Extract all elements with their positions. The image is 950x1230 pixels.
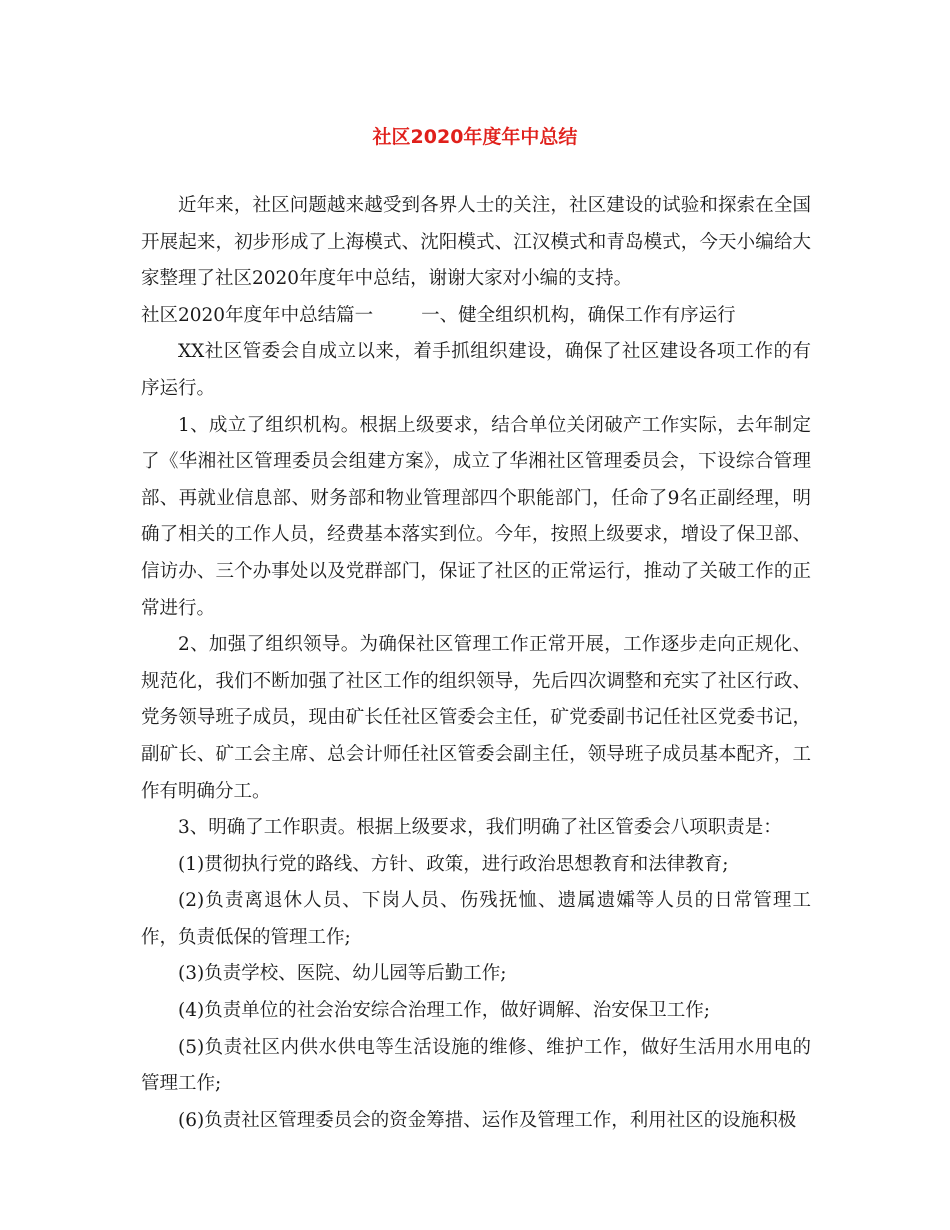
duty-item: (6)负责社区管理委员会的资金筹措、运作及管理工作，利用社区的设施积极 bbox=[178, 1109, 797, 1131]
document-body bbox=[141, 188, 811, 1139]
duty-item: (3)负责学校、医院、幼儿园等后勤工作; bbox=[178, 963, 507, 985]
body-paragraph: 2、加强了组织领导。为确保社区管理工作正常开展，工作逐步走向正规化、规范化，我们不断加强了社区工作的组织领导，先后四次调整和充实了社区行政、党务领导班子成员，现由矿长任社区管委会主任，矿党委副书记任社区党委书记，副矿长、矿工会主席、总会计师任社区管委会副主任，领导班子成员基本配齐，工作有明确分工。 bbox=[141, 634, 811, 802]
duty-item: (5)负责社区内供水供电等生活设施的维修、维护工作，做好生活用水用电的管理工作; bbox=[141, 1036, 811, 1095]
duty-item: (4)负责单位的社会治安综合治理工作，做好调解、治安保卫工作; bbox=[178, 1000, 710, 1022]
intro-paragraph: 近年来，社区问题越来越受到各界人士的关注，社区建设的试验和探索在全国开展起来，初步形成了上海模式、沈阳模式、江汉模式和青岛模式，今天小编给大家整理了社区2020年度年中总结，谢谢大家对小编的支持。 bbox=[141, 195, 811, 290]
duty-item: (1)贯彻执行党的路线、方针、政策，进行政治思想教育和法律教育; bbox=[178, 853, 729, 875]
section-heading-line bbox=[141, 298, 811, 335]
body-paragraph: 1、成立了组织机构。根据上级要求，结合单位关闭破产工作实际，去年制定了《华湘社区管理委员会组建方案》，成立了华湘社区管理委员会，下设综合管理部、再就业信息部、财务部和物业管理部四个职能部门，任命了9名正副经理，明确了相关的工作人员，经费基本落实到位。今年，按照上级要求，增设了保卫部、信访办、三个办事处以及党群部门，保证了社区的正常运行，推动了关破工作的正常进行。 bbox=[141, 414, 811, 619]
duty-item: (2)负责离退休人员、下岗人员、伤残抚恤、遗属遗孀等人员的日常管理工作，负责低保的管理工作; bbox=[141, 890, 811, 948]
section-label: 社区2020年度年中总结篇一 bbox=[141, 304, 374, 326]
document-title: 社区2020年度年中总结 bbox=[372, 126, 578, 148]
body-paragraph: 3、明确了工作职责。根据上级要求，我们明确了社区管委会八项职责是： bbox=[178, 817, 782, 839]
body-paragraph: XX社区管委会自成立以来，着手抓组织建设，确保了社区建设各项工作的有序运行。 bbox=[141, 341, 811, 399]
section-heading: 一、健全组织机构，确保工作有序运行 bbox=[421, 304, 736, 326]
